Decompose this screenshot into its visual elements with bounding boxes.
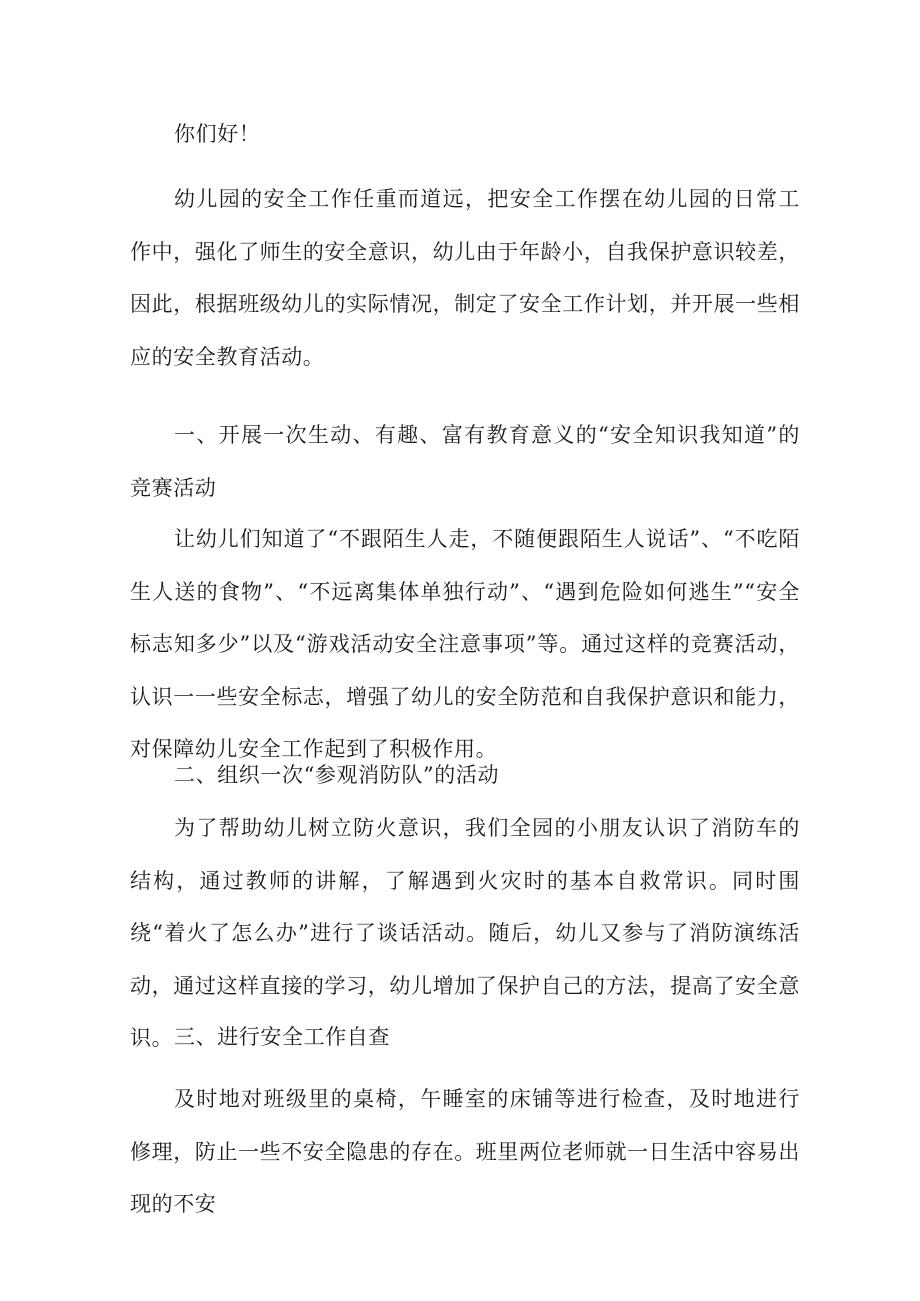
section-heading-3: 三、进行安全工作自查 xyxy=(174,1025,390,1049)
section-body-1: 让幼儿们知道了“不跟陌生人走，不随便跟陌生人说话”、“不吃陌生人送的食物”、“不远离集体单独行动”、“遇到危险如何逃生”“安全标志知多少”以及“游戏活动安全注意事项”等。通过这样的竞赛活动，认识一一些安全标志，增强了幼儿的安全防范和自我保护意识和能力，对保障幼儿安全工作起到了积极作用。 xyxy=(130,527,800,761)
greeting: 你们好！ xyxy=(174,122,261,146)
section-body-3: 及时地对班级里的桌椅，午睡室的床铺等进行检查，及时地进行修理，防止一些不安全隐患的存在。班里两位老师就一日生活中容易出现的不安 xyxy=(130,1087,800,1216)
section-body-2: 为了帮助幼儿树立防火意识，我们全园的小朋友认识了消防车的结构，通过教师的讲解，了解遇到火灾时的基本自救常识。同时围绕“着火了怎么办”进行了谈话活动。随后，幼儿又参与了消防演练活动，通过这样直接的学习，幼儿增加了保护自己的方法，提高了安全意识。 xyxy=(130,816,800,1050)
section-heading-1: 一、开展一次生动、有趣、富有教育意义的“安全知识我知道”的竞赛活动 xyxy=(130,423,800,500)
section-heading-2: 二、组织一次“参观消防队”的活动 xyxy=(174,763,500,787)
intro-paragraph: 幼儿园的安全工作任重而道远，把安全工作摆在幼儿园的日常工作中，强化了师生的安全意识，幼儿由于年龄小，自我保护意识较差，因此，根据班级幼儿的实际情况，制定了安全工作计划，并开展一些相应的安全教育活动。 xyxy=(130,187,800,369)
